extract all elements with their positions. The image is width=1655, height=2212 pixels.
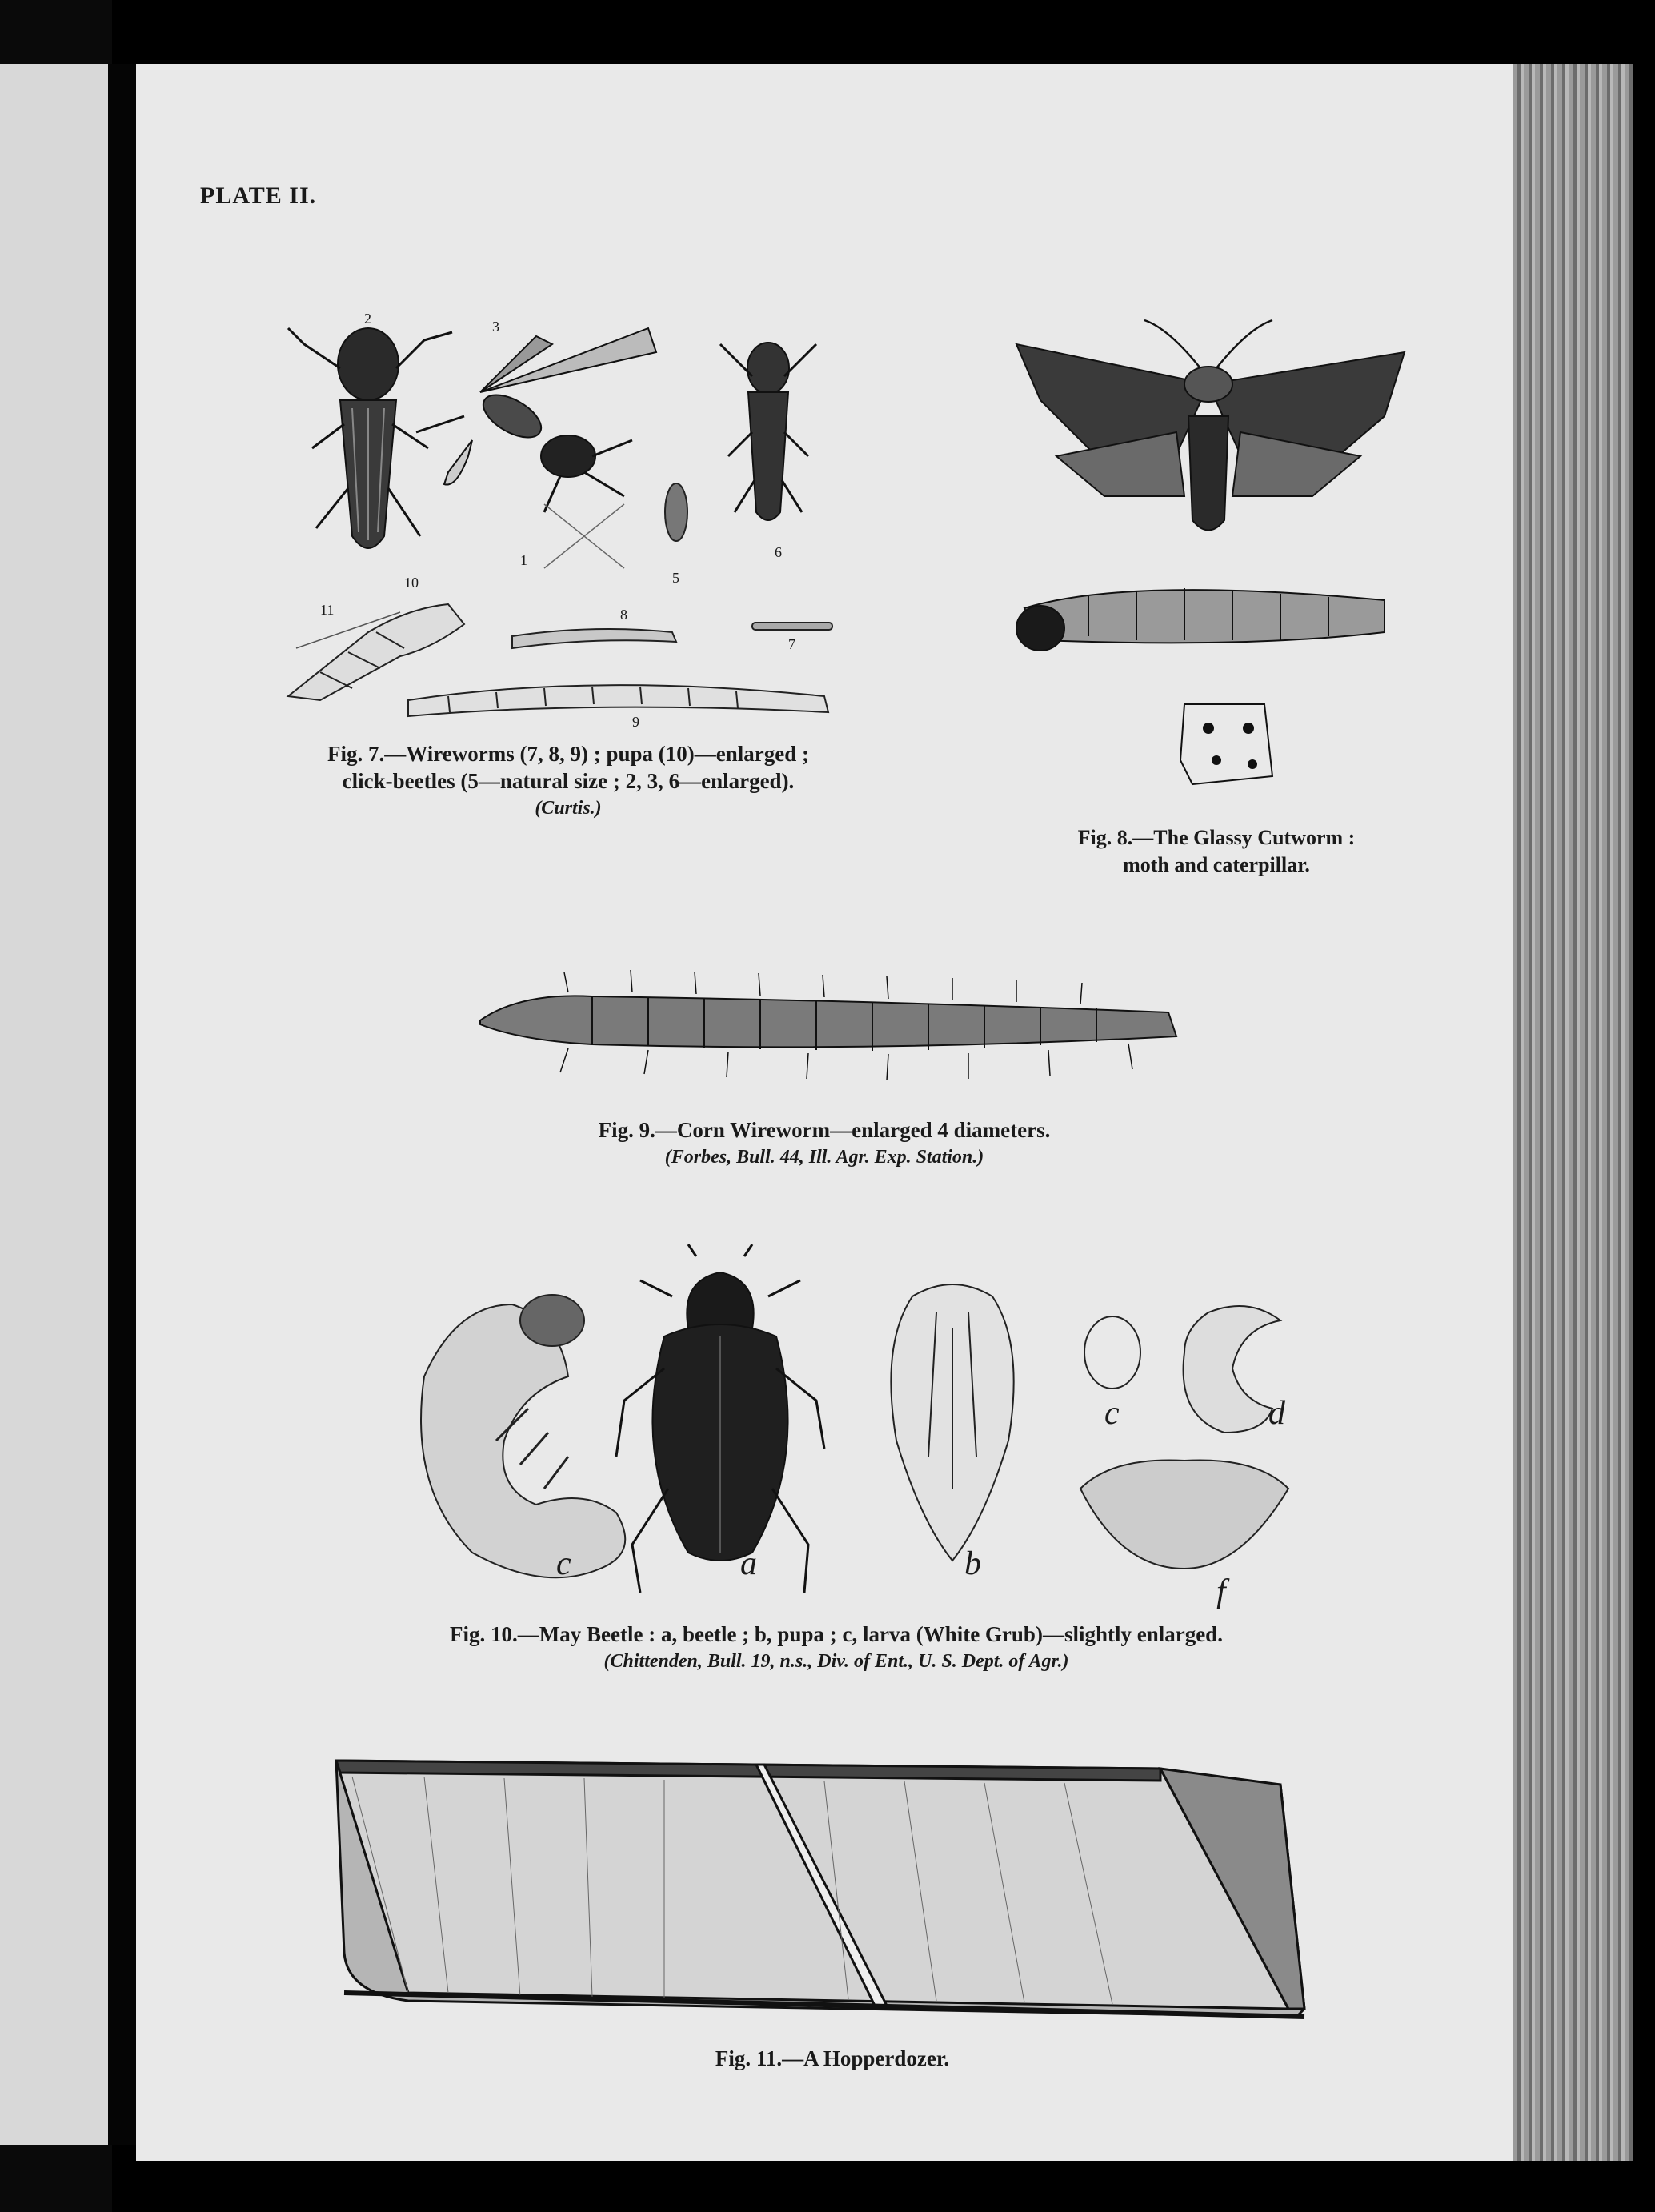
fig7-caption bbox=[264, 740, 872, 822]
fig9-caption-text: Fig. 9.—Corn Wireworm—enlarged 4 diameters. bbox=[598, 1118, 1051, 1142]
pupa-10 bbox=[288, 604, 464, 700]
corn-wireworm bbox=[480, 970, 1176, 1080]
click-beetle-6 bbox=[720, 343, 816, 520]
fig10-label-f: f bbox=[1216, 1573, 1226, 1610]
wireworm-7 bbox=[752, 623, 832, 630]
may-beetle-larva-white-grub bbox=[421, 1295, 625, 1577]
may-beetle-egg bbox=[1084, 1316, 1140, 1389]
fig7-caption-line1: Fig. 7.—Wireworms (7, 8, 9) ; pupa (10)—enlarged ; bbox=[327, 742, 809, 766]
fig10-label-a: a bbox=[740, 1545, 757, 1582]
fig7-number-1: 1 bbox=[520, 552, 527, 568]
fig8-caption bbox=[1032, 824, 1401, 879]
fig9-source: (Forbes, Bull. 44, Ill. Agr. Exp. Station.) bbox=[664, 1147, 984, 1168]
fig7-number-2: 2 bbox=[364, 311, 371, 327]
may-beetle-young-larva bbox=[1184, 1306, 1280, 1433]
fig8-illustration bbox=[1008, 312, 1409, 832]
fig7-illustration bbox=[272, 296, 848, 728]
fig7-number-7: 7 bbox=[788, 636, 795, 652]
fig10-label-b: b bbox=[964, 1545, 981, 1582]
fig8-caption-line2: moth and caterpillar. bbox=[1123, 853, 1310, 876]
may-beetle-adult bbox=[616, 1244, 824, 1593]
wireworm-9 bbox=[408, 685, 828, 716]
scan-border-right bbox=[1633, 0, 1655, 2212]
fig7-caption-line2: click-beetles (5—natural size ; 2, 3, 6—enlarged). bbox=[342, 769, 795, 793]
fig7-number-10: 10 bbox=[404, 575, 419, 591]
fig10-label-d: d bbox=[1268, 1395, 1285, 1432]
fig10-illustration bbox=[376, 1248, 1320, 1617]
size-scale-1 bbox=[544, 504, 624, 568]
click-beetle-2 bbox=[288, 328, 452, 548]
hopperdozer-pan bbox=[336, 1761, 1304, 2017]
may-beetle-pupa bbox=[891, 1284, 1013, 1561]
fig10-label-c-egg: c bbox=[1104, 1395, 1120, 1432]
cutworm-caterpillar bbox=[1016, 588, 1385, 651]
plate-title: PLATE II. bbox=[200, 182, 317, 209]
fig7-number-6: 6 bbox=[775, 544, 782, 560]
fig7-number-9: 9 bbox=[632, 714, 639, 730]
previous-page-edge bbox=[0, 64, 108, 2145]
fig9-illustration bbox=[472, 960, 1192, 1096]
fig11-caption: Fig. 11.—A Hopperdozer. bbox=[715, 2046, 950, 2070]
click-beetle-5-natural-size bbox=[665, 483, 687, 541]
fig8-caption-line1: Fig. 8.—The Glassy Cutworm : bbox=[1077, 826, 1356, 849]
fig10-caption-text: Fig. 10.—May Beetle : a, beetle ; b, pupa ; c, larva (White Grub)—slightly enlarged. bbox=[450, 1622, 1223, 1646]
click-beetle-3-flying bbox=[416, 328, 656, 512]
page-stack-edge bbox=[1513, 64, 1633, 2161]
caterpillar-segment-detail bbox=[1180, 704, 1272, 784]
fig10-caption bbox=[344, 1621, 1328, 1675]
fig7-source: (Curtis.) bbox=[535, 798, 602, 819]
fig9-caption bbox=[424, 1116, 1224, 1171]
wireworm-8 bbox=[512, 629, 676, 648]
fig10-source: (Chittenden, Bull. 19, n.s., Div. of Ent., U. S. Dept. of Agr.) bbox=[603, 1651, 1069, 1672]
fig7-number-11: 11 bbox=[320, 602, 335, 618]
fig11-illustration bbox=[328, 1753, 1320, 2033]
fig7-number-5: 5 bbox=[672, 570, 679, 586]
fig7-number-8: 8 bbox=[620, 607, 627, 623]
fig10-label-c-larva: c bbox=[556, 1545, 571, 1582]
fig7-number-3: 3 bbox=[492, 319, 499, 335]
cutworm-moth bbox=[1016, 320, 1405, 531]
book-gutter bbox=[108, 64, 138, 2145]
may-beetle-anal-segment bbox=[1080, 1460, 1288, 1569]
